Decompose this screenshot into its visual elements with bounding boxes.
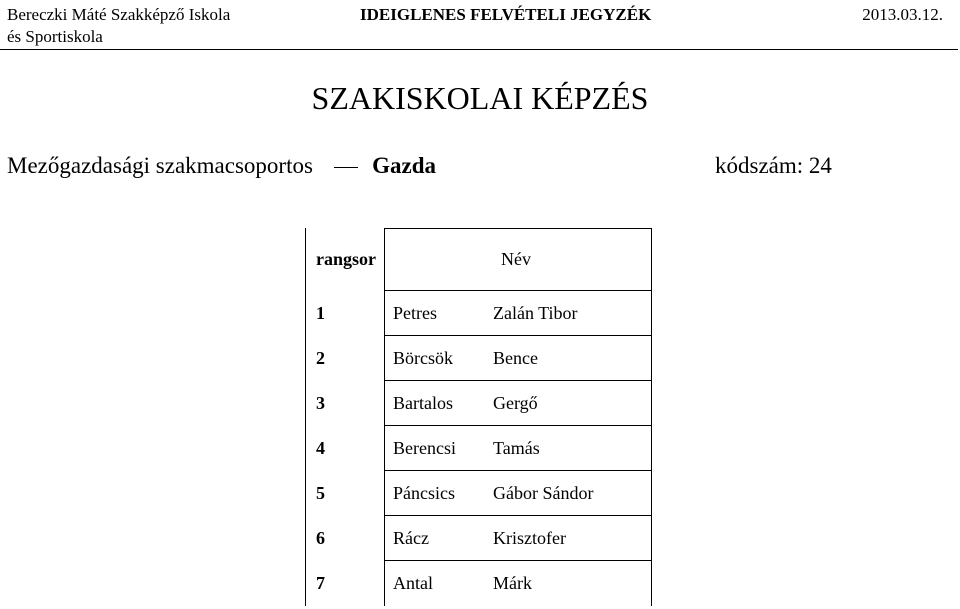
program-code: kódszám: 24 <box>715 153 832 178</box>
header-divider <box>0 49 958 50</box>
row-first-name: Márk <box>493 573 532 593</box>
row-first-name: Gergő <box>493 393 538 413</box>
row-last-name: Páncsics <box>393 483 455 503</box>
row-first-name: Tamás <box>493 438 540 458</box>
row-last-name: Petres <box>393 303 437 323</box>
table-row-divider <box>384 335 652 336</box>
row-rank: 4 <box>316 438 325 458</box>
table-border-right <box>651 228 652 606</box>
school-name-line2: és Sportiskola <box>7 27 103 46</box>
page-title: SZAKISKOLAI KÉPZÉS <box>311 80 649 116</box>
program-dash <box>334 167 358 168</box>
row-rank: 1 <box>316 303 325 323</box>
row-rank: 3 <box>316 393 325 413</box>
school-name <box>7 4 230 48</box>
table-row-divider <box>384 515 652 516</box>
row-rank: 2 <box>316 348 325 368</box>
row-first-name: Krisztofer <box>493 528 566 548</box>
table-row-divider <box>384 425 652 426</box>
program-name: Gazda <box>372 153 437 178</box>
row-last-name: Antal <box>393 573 433 593</box>
school-name-line1: Bereczki Máté Szakképző Iskola <box>7 5 231 24</box>
row-first-name: Zalán Tibor <box>493 303 578 323</box>
row-last-name: Berencsi <box>393 438 456 458</box>
column-header-rank: rangsor <box>316 249 376 269</box>
table-column-divider <box>384 228 385 606</box>
document-title: IDEIGLENES FELVÉTELI JEGYZÉK <box>360 5 652 24</box>
column-header-name: Név <box>501 249 531 269</box>
row-last-name: Rácz <box>393 528 429 548</box>
table-row-divider <box>384 290 652 291</box>
row-last-name: Bartalos <box>393 393 453 413</box>
document-date: 2013.03.12. <box>862 5 943 24</box>
row-rank: 6 <box>316 528 325 548</box>
program-line <box>7 151 436 181</box>
row-first-name: Gábor Sándor <box>493 483 594 503</box>
table-row-divider <box>384 380 652 381</box>
table-row-divider <box>384 470 652 471</box>
row-first-name: Bence <box>493 348 538 368</box>
row-last-name: Börcsök <box>393 348 453 368</box>
ranking-table <box>305 228 652 606</box>
table-border-left <box>305 228 306 606</box>
row-rank: 5 <box>316 483 325 503</box>
table-row-divider <box>384 560 652 561</box>
table-border-top <box>384 228 652 229</box>
row-rank: 7 <box>316 573 325 593</box>
program-group: Mezőgazdasági szakmacsoportos <box>7 153 313 178</box>
